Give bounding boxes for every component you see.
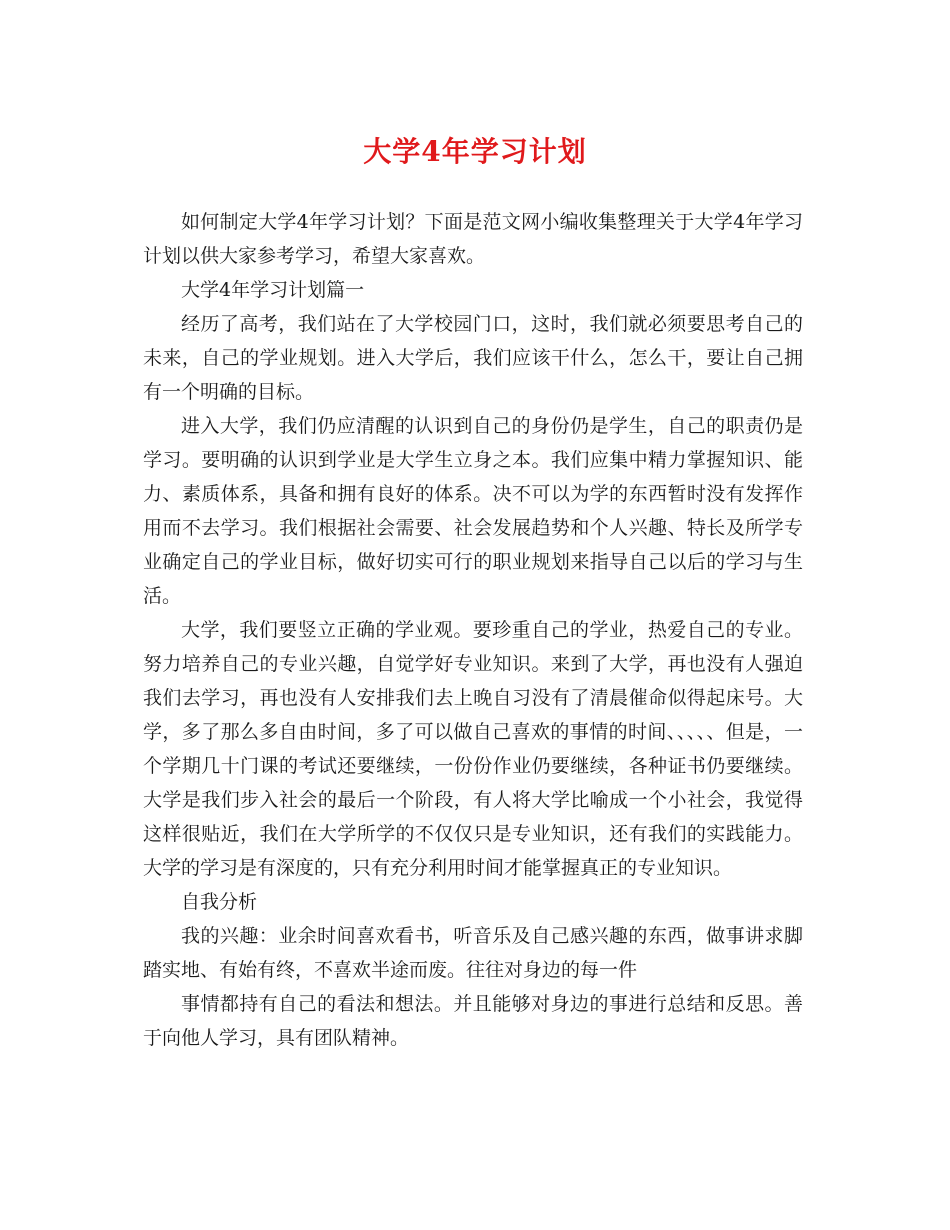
body-paragraph: 事情都持有自己的看法和想法。并且能够对身边的事进行总结和反思。善于向他人学习，具有团队精神。 xyxy=(143,993,803,1049)
section-heading-self-analysis: 自我分析 xyxy=(181,891,258,913)
document-title: 大学4年学习计划 xyxy=(363,135,587,168)
section-heading-part-one: 大学4年学习计划篇一 xyxy=(181,279,365,301)
intro-paragraph: 如何制定大学4年学习计划？下面是范文网小编收集整理关于大学4年学习计划以供大家参考学习，希望大家喜欢。 xyxy=(143,211,803,267)
body-paragraph: 进入大学，我们仍应清醒的认识到自己的身份仍是学生，自己的职责仍是学习。要明确的认识到学业是大学生立身之本。我们应集中精力掌握知识、能力、素质体系，具备和拥有良好的体系。决不可以为学的东西暂时没有发挥作用而不去学习。我们根据社会需要、社会发展趋势和个人兴趣、特长及所学专业确定自己的学业目标，做好切实可行的职业规划来指导自己以后的学习与生活。 xyxy=(143,415,803,607)
document-body xyxy=(143,205,803,1055)
body-paragraph: 经历了高考，我们站在了大学校园门口，这时，我们就必须要思考自己的未来，自己的学业规划。进入大学后，我们应该干什么，怎么干，要让自己拥有一个明确的目标。 xyxy=(143,313,803,403)
body-paragraph: 大学，我们要竖立正确的学业观。要珍重自己的学业，热爱自己的专业。努力培养自己的专业兴趣，自觉学好专业知识。来到了大学，再也没有人强迫我们去学习，再也没有人安排我们去上晚自习没有了清晨催命似得起床号。大学，多了那么多自由时间，多了可以做自己喜欢的事情的时间、、、、、但是，一个学期几十门课的考试还要继续，一份份作业仍要继续，各种证书仍要继续。大学是我们步入社会的最后一个阶段，有人将大学比喻成一个小社会，我觉得这样很贴近，我们在大学所学的不仅仅只是专业知识，还有我们的实践能力。大学的学习是有深度的，只有充分利用时间才能掌握真正的专业知识。 xyxy=(143,619,803,879)
body-paragraph: 我的兴趣：业余时间喜欢看书，听音乐及自己感兴趣的东西，做事讲求脚踏实地、有始有终，不喜欢半途而废。往往对身边的每一件 xyxy=(143,925,803,981)
